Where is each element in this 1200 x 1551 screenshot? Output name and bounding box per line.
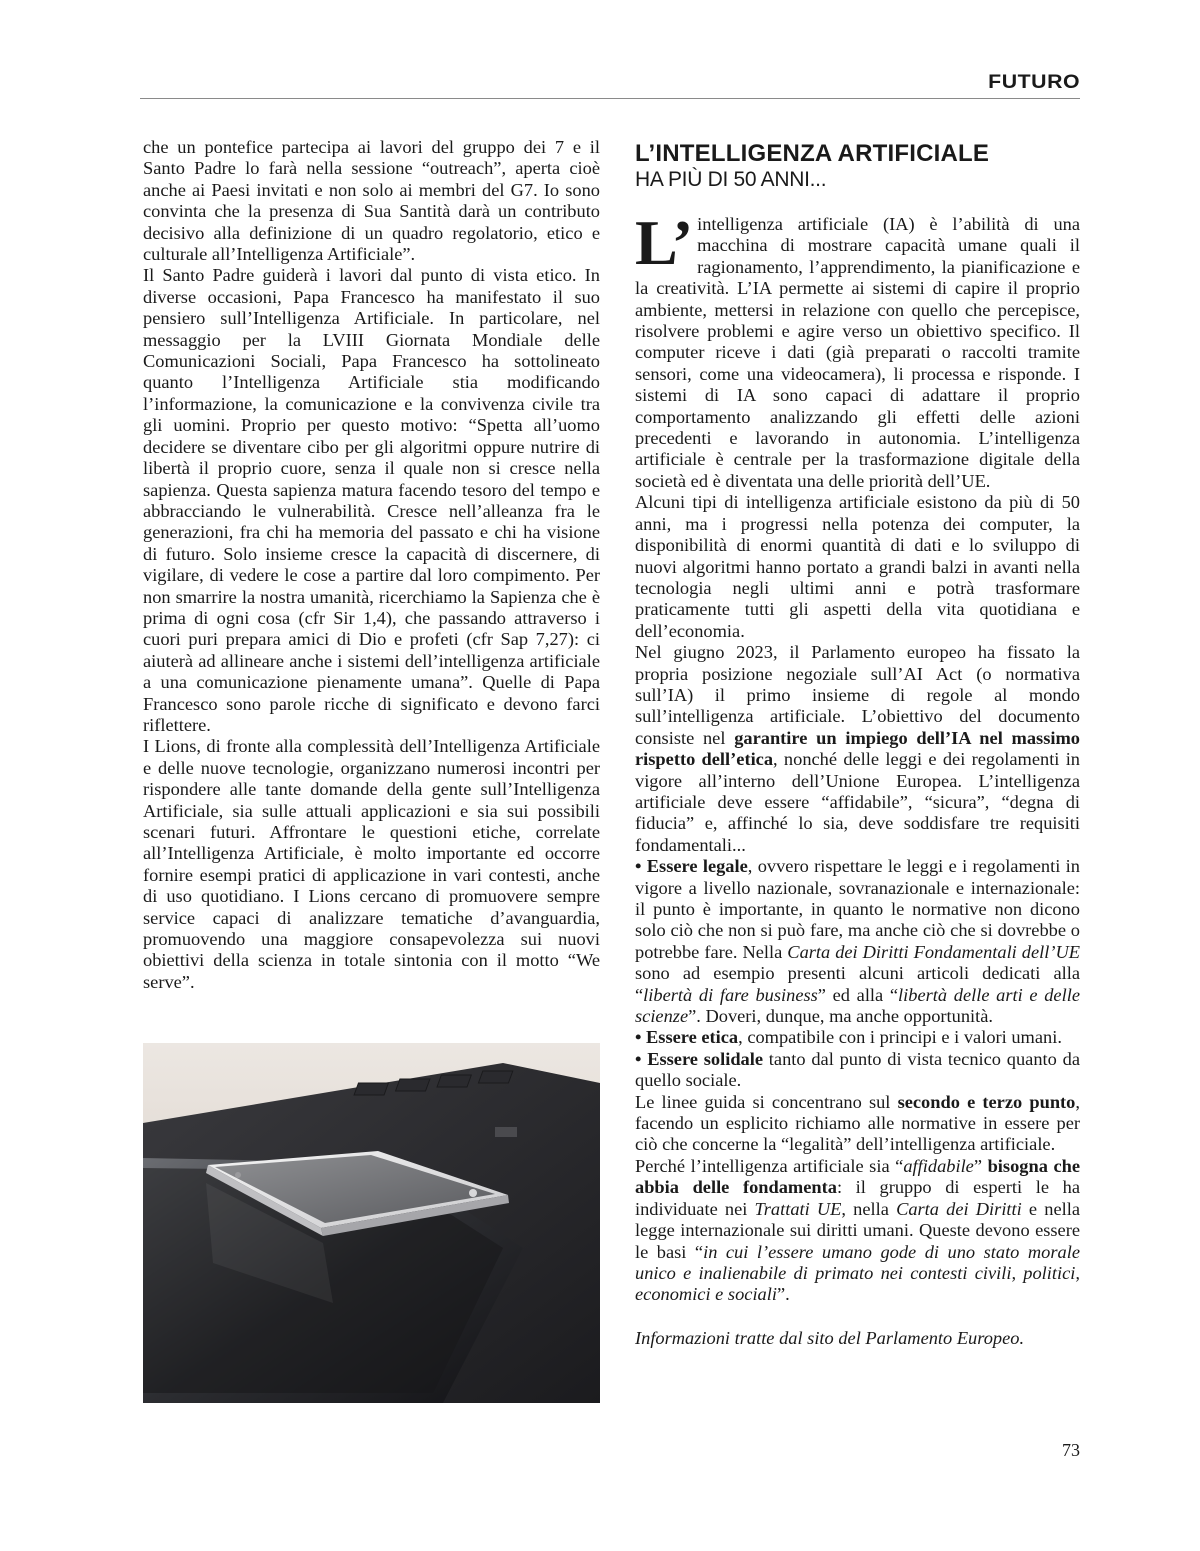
smartphone-laptop-photo: [143, 1043, 600, 1403]
drop-cap: L’: [635, 207, 694, 278]
paragraph-text: Le linee guida si concentrano sul: [635, 1091, 898, 1112]
article-paragraph-4: [635, 1092, 1080, 1156]
italic-text: affidabile: [903, 1155, 974, 1176]
paragraph-text: , compatibile con i principi e i valori umani.: [738, 1027, 1062, 1048]
italic-text: in cui l’essere umano gode di uno stato morale unico e inalienabile di primato nei contesti civili, politici, economici e sociali: [635, 1241, 1080, 1305]
paragraph-text: e nella legge internazionale sui diritti umani. Queste devono essere le basi “: [635, 1198, 1080, 1262]
italic-text: libertà di fare business: [643, 984, 818, 1005]
paragraph-text: ”.: [776, 1284, 790, 1305]
article-paragraph-1: [635, 207, 1080, 492]
paragraph-text: , ovvero rispettare le leggi e i regolamenti in vigore a livello nazionale, sovranazionale e internazionale: il punto è importante, in quanto le normative non dicono solo ciò che non si può fare, ma anche ciò che si dovrebbe o potrebbe fare. Nella: [635, 856, 1080, 962]
paragraph-text: sono ad esempio presenti alcuni articoli dedicati alla “: [635, 963, 1080, 1005]
paragraph-text: ”. Doveri, dunque, ma anche opportunità.: [688, 1006, 993, 1027]
left-paragraph-3: I Lions, di fronte alla complessità dell’Intelligenza Artificiale e delle nuove tecnologie, organizzano numerosi incontri per rispondere alle tante domande della gente sull’Intelligenza Artificiale, sia sulle attuali applicazioni e sia sui possibili scenari futuri. Affrontare le questioni etiche, correlate all’Intelligenza Artificiale, è molto importante ed occorre fornire esempi pratici di applicazione in vari contesti, anche di uso quotidiano. I Lions cercano di promuovere sempre service capaci di analizzare tematiche d’avanguardia, promuovendo una maggiore consapevolezza sui nuovi obiettivi della scienza in totale sintonia con il motto “We serve”.: [143, 736, 600, 992]
paragraph-text: ”: [973, 1155, 988, 1176]
right-column: [635, 140, 1080, 1349]
source-credit: Informazioni tratte dal sito del Parlamento Europeo.: [635, 1327, 1025, 1348]
paragraph-text: intelligenza artificiale (IA) è l’abilità di una macchina di mostrare capacità umane quali il ragionamento, l’apprendimento, la pianificazione e la creatività. L’IA permette ai sistemi di capire il proprio ambiente, mettersi in relazione con quello che percepisce, risolvere problemi e agire verso un obiettivo specifico. Il computer riceve i dati (già preparati o raccolti tramite sensori, come una videocamera), li processa e risponde. I sistemi di IA sono capaci di adattare il proprio comportamento analizzando gli effetti delle azioni precedenti e lavorando in autonomia. L’intelligenza artificiale è centrale per la trasformazione digitale della società ed è diventata una delle priorità dell’UE.: [635, 214, 1080, 491]
header-rule: [140, 98, 1080, 99]
bullet-etica: [635, 1027, 1080, 1048]
paragraph-text: Nel giugno 2023, il Parlamento europeo ha fissato la propria posizione negoziale sull’AI Act (o normativa sull’IA) il primo insieme di regole al mondo sull’intelligenza artificiale. L’obiettivo del documento consiste nel: [635, 642, 1080, 748]
bullet-heading: • Essere legale: [635, 856, 748, 877]
paragraph-text: , nella: [841, 1198, 897, 1219]
italic-text: Carta dei Diritti: [896, 1198, 1022, 1219]
section-label: FUTURO: [987, 72, 1080, 93]
left-paragraph-2: Il Santo Padre guiderà i lavori dal punto di vista etico. In diverse occasioni, Papa Francesco ha manifestato il suo pensiero sull’Intelligenza Artificiale. In particolare, nel messaggio per la LVIII Giornata Mondiale delle Comunicazioni Sociali, Papa Francesco ha sottolineato quanto l’Intelligenza Artificiale stia modificando l’informazione, la comunicazione e la convivenza civile tra gli uomini. Proprio per questo motivo: “Spetta all’uomo decidere se diventare cibo per gli algoritmi oppure nutrire di libertà il proprio cuore, senza il quale non si cresce nella sapienza. Questa sapienza matura facendo tesoro del tempo e abbracciando le vulnerabilità. Cresce nell’alleanza fra le generazioni, fra chi ha memoria del passato e chi ha visione di futuro. Solo insieme cresce la capacità di discernere, di vigilare, di vedere le cose a partire dal loro compimento. Per non smarrire la nostra umanità, ricerchiamo la Sapienza che è prima di ogni cosa (cfr Sir 1,4), che passando attraverso i cuori puri prepara amici di Dio e profeti (cfr Sap 7,27): ci aiuterà ad allineare anche i sistemi dell’intelligenza artificiale a una comunicazione pienamente umana”. Quelle di Papa Francesco sono parole ricche di significato e devono farci riflettere.: [143, 265, 600, 735]
article-paragraph-2: Alcuni tipi di intelligenza artificiale esistono da più di 50 anni, ma i progressi nella potenza dei computer, la disponibilità di enormi quantità di dati e lo sviluppo di nuovi algoritmi hanno portato a grandi balzi in avanti nella tecnologia negli ultimi anni e potrà trasformare praticamente tutti gli aspetti della vita quotidiana e dell’economia.: [635, 492, 1080, 641]
bullet-heading: • Essere solidale: [635, 1048, 764, 1069]
paragraph-text: : il gruppo di esperti le ha individuate nei: [635, 1177, 1080, 1219]
paragraph-text: , facendo un esplicito richiamo alle normative in essere per ciò che concerne la “legalità” dell’intelligenza artificiale.: [635, 1091, 1080, 1155]
article-paragraph-5: [635, 1156, 1080, 1306]
article-title: L’INTELLIGENZA ARTIFICIALE: [635, 140, 990, 167]
italic-text: libertà delle arti e delle scienze: [635, 984, 1080, 1027]
bold-text: secondo e terzo punto: [897, 1091, 1076, 1112]
article-paragraph-3: [635, 642, 1080, 856]
article-subtitle: HA PIÙ DI 50 ANNI...: [635, 168, 827, 191]
left-paragraph-1: che un pontefice partecipa ai lavori del gruppo dei 7 e il Santo Padre lo farà nella sessione “outreach”, aperta cioè anche ai Paesi invitati e non solo ai membri del G7. Io sono convinta che la presenza di Sua Santità darà un contributo decisivo alla definizione di un quadro regolatorio, etico e culturale all’Intelligenza Artificiale”.: [143, 137, 600, 265]
paragraph-text: ” ed alla “: [817, 984, 899, 1005]
italic-text: Trattati UE: [754, 1198, 842, 1219]
italic-text: Carta dei Diritti Fondamentali dell’UE: [787, 941, 1080, 962]
page-number: 73: [1062, 1440, 1080, 1460]
article-body: [635, 207, 1081, 1349]
paragraph-text: Perché l’intelligenza artificiale sia “: [635, 1155, 904, 1176]
bullet-legale: [635, 856, 1080, 1027]
bullet-heading: • Essere etica: [635, 1027, 739, 1048]
bullet-solidale: [635, 1049, 1080, 1092]
left-column: [143, 137, 600, 993]
bold-text: garantire un impiego dell’IA nel massimo rispetto dell’etica: [635, 727, 1080, 770]
paragraph-text: tanto dal punto di vista tecnico quanto da quello sociale.: [635, 1048, 1080, 1091]
bold-text: bisogna che abbia delle fondamenta: [635, 1155, 1081, 1198]
paragraph-text: , nonché delle leggi e dei regolamenti in vigore all’interno dell’Unione Europea. L’intelligenza artificiale deve essere “affidabile”, “sicura”, “degna di fiducia” e, affinché lo sia, deve soddisfare tre requisiti fondamentali...: [635, 749, 1080, 855]
